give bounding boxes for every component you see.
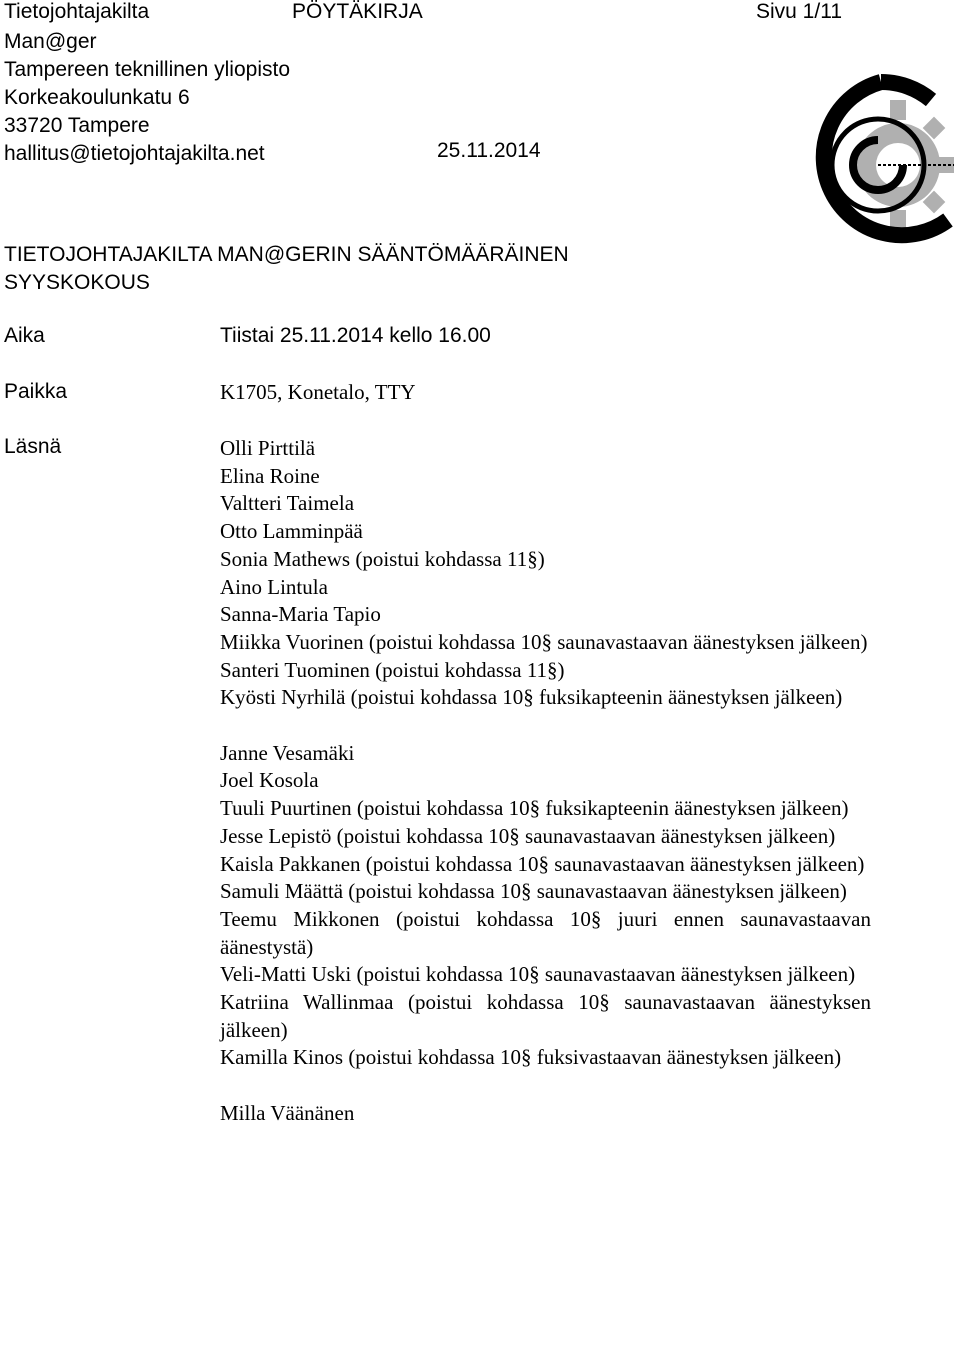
attendee-entry: Elina Roine — [220, 463, 320, 488]
attendee-entry: Joel Kosola — [220, 768, 319, 793]
page-number: Sivu 1/11 — [756, 0, 842, 23]
attendee-entry: Janne Vesamäki — [220, 740, 355, 765]
attendees-label: Läsnä — [4, 435, 62, 458]
attendee-entry: Aino Lintula — [220, 574, 328, 599]
address-block — [4, 28, 290, 168]
attendee-list — [220, 435, 871, 1128]
attendee-entry: Miikka Vuorinen (poistui kohdassa 10§ saunavastaavan äänestyksen jälkeen) — [220, 629, 868, 654]
attendee-entry: Valtteri Taimela — [220, 491, 355, 516]
attendee-entry: Kyösti Nyrhilä (poistui kohdassa 10§ fuksikapteenin äänestyksen jälkeen) — [220, 685, 843, 710]
attendee-entry: Otto Lamminpää — [220, 519, 363, 544]
address-line: Man@ger — [4, 30, 97, 53]
organization-name: Tietojohtajakilta — [4, 0, 150, 23]
address-line: 33720 Tampere — [4, 114, 150, 137]
attendee-entry: Jesse Lepistö (poistui kohdassa 10§ saunavastaavan äänestyksen jälkeen) — [220, 823, 836, 848]
place-value: K1705, Konetalo, TTY — [220, 380, 416, 404]
attendee-entry: Olli Pirttilä — [220, 436, 316, 460]
attendee-entry: Veli-Matti Uski (poistui kohdassa 10§ saunavastaavan äänestyksen jälkeen) — [220, 962, 856, 987]
time-value: Tiistai 25.11.2014 kello 16.00 — [220, 324, 491, 347]
address-line: Tampereen teknillinen yliopisto — [4, 58, 290, 81]
time-label: Aika — [4, 324, 45, 347]
attendee-entry: Samuli Määttä (poistui kohdassa 10§ saunavastaavan äänestyksen jälkeen) — [220, 879, 847, 904]
attendee-entry: Kaisla Pakkanen (poistui kohdassa 10§ saunavastaavan äänestyksen jälkeen) — [220, 851, 865, 876]
document-type: PÖYTÄKIRJA — [292, 0, 423, 23]
attendee-entry: Katriina Wallinmaa (poistui kohdassa 10§ saunavastaavan äänestyksen jälkeen) — [220, 990, 871, 1042]
list-spacer — [220, 1072, 871, 1100]
title-line: SYYSKOKOUS — [4, 271, 150, 294]
address-line: Korkeakoulunkatu 6 — [4, 86, 190, 109]
attendee-entry: Milla Väänänen — [220, 1100, 355, 1125]
list-spacer — [220, 712, 871, 740]
title-line: TIETOJOHTAJAKILTA MAN@GERIN SÄÄNTÖMÄÄRÄINEN — [4, 243, 569, 266]
attendee-entry: Santeri Tuominen (poistui kohdassa 11§) — [220, 657, 565, 682]
place-label: Paikka — [4, 380, 68, 403]
attendee-entry: Teemu Mikkonen (poistui kohdassa 10§ juuri ennen saunavastaavan äänestystä) — [220, 906, 871, 959]
attendee-entry: Sanna-Maria Tapio — [220, 602, 381, 627]
attendee-entry: Sonia Mathews (poistui kohdassa 11§) — [220, 546, 545, 571]
attendee-entry: Kamilla Kinos (poistui kohdassa 10§ fuksivastaavan äänestyksen jälkeen) — [220, 1045, 842, 1070]
attendee-entry: Tuuli Puurtinen (poistui kohdassa 10§ fuksikapteenin äänestyksen jälkeen) — [220, 796, 849, 821]
guild-logo-icon — [786, 70, 956, 260]
document-title — [4, 241, 569, 297]
email-address: hallitus@tietojohtajakilta.net — [4, 142, 265, 165]
document-date: 25.11.2014 — [437, 139, 541, 162]
